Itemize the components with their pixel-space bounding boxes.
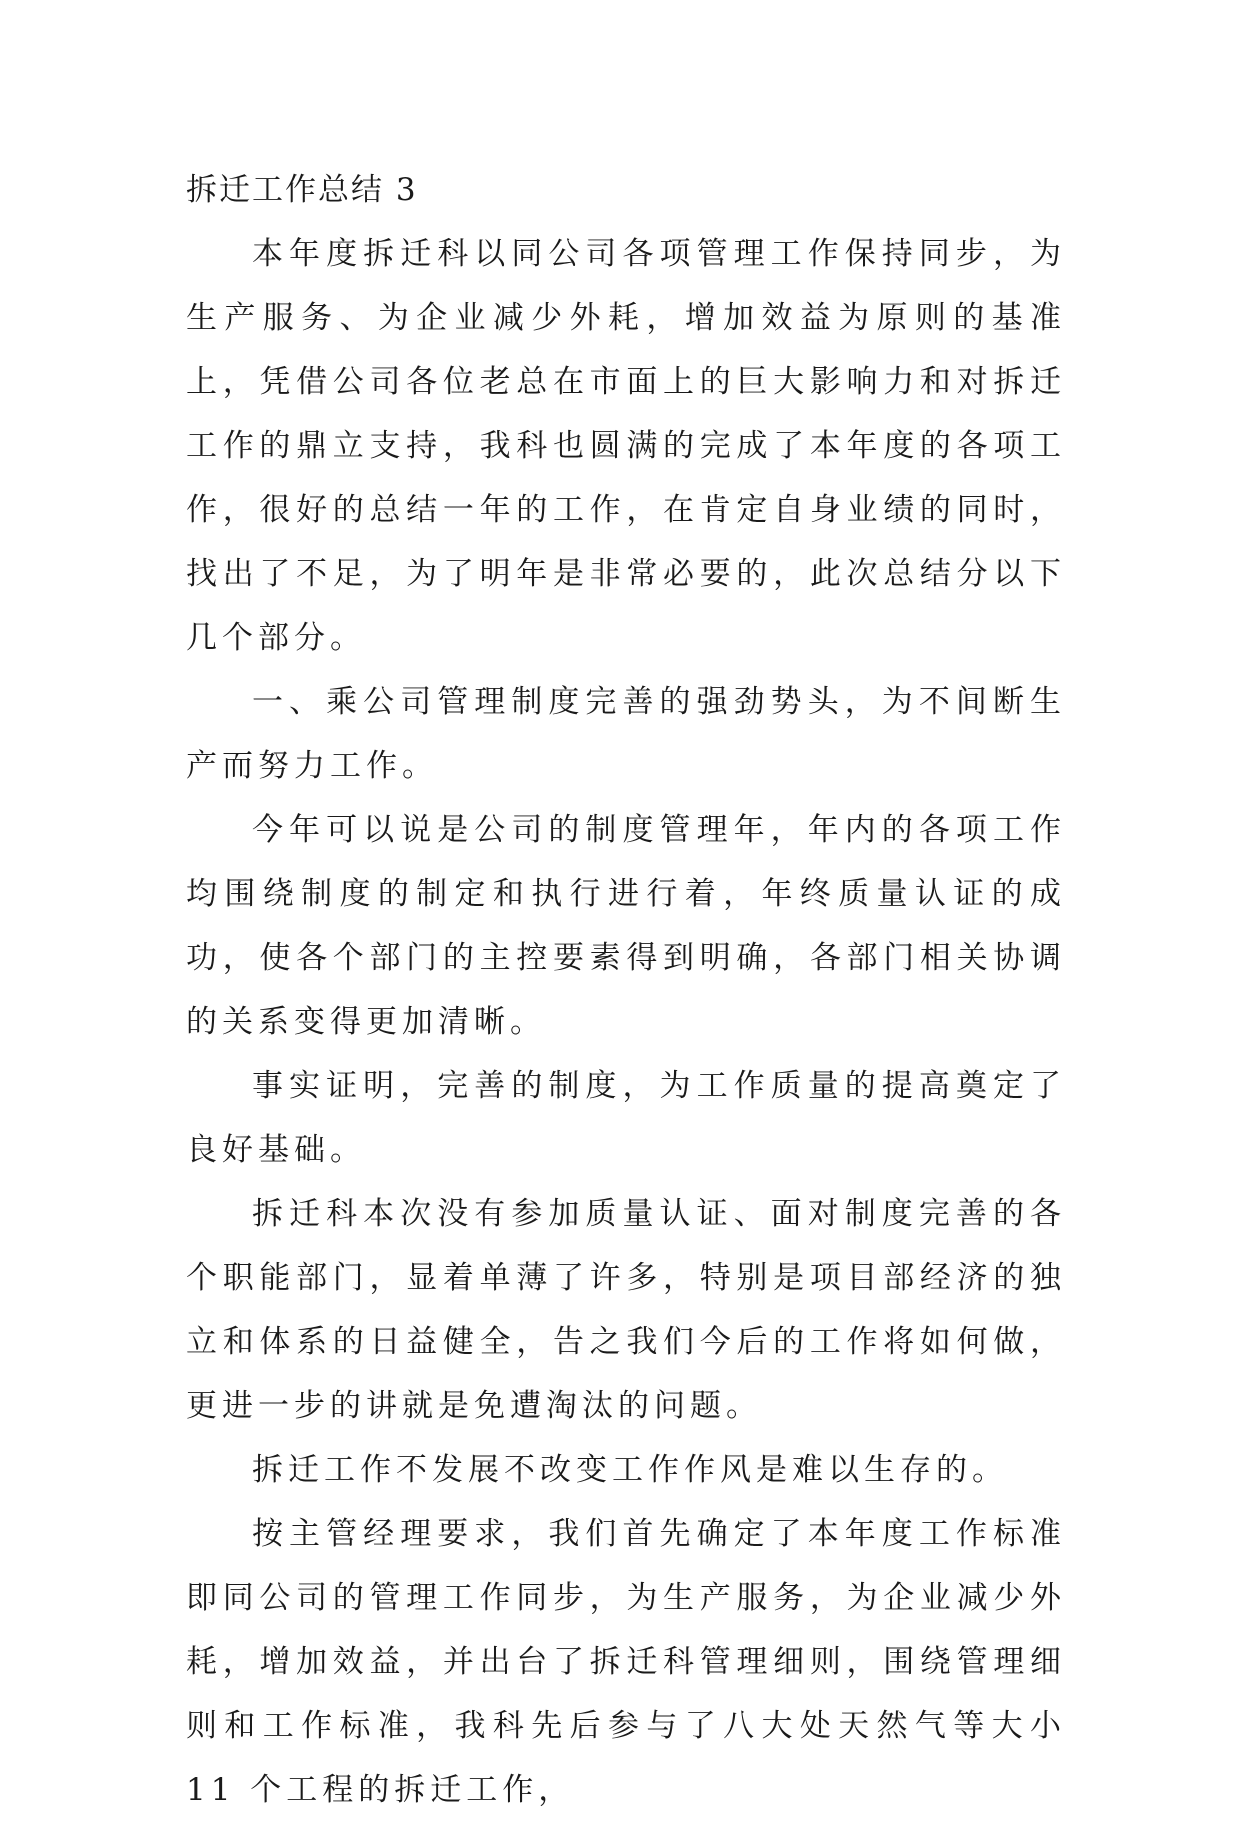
paragraph-institution-year: 今年可以说是公司的制度管理年，年内的各项工作均围绕制度的制定和执行进行着，年终质量认证的成功，使各个部门的主控要素得到明确，各部门相关协调的关系变得更加清晰。 [186, 812, 1066, 1040]
document-body [186, 158, 1066, 1822]
paragraph-section-heading-1: 一、乘公司管理制度完善的强劲势头，为不间断生产而努力工作。 [186, 684, 1066, 784]
paragraph-quality-certification: 拆迁科本次没有参加质量认证、面对制度完善的各个职能部门，显着单薄了许多，特别是项目部经济的独立和体系的日益健全，告之我们今后的工作将如何做，更进一步的讲就是免遭淘汰的问题。 [186, 1196, 1066, 1424]
document-title: 拆迁工作总结 3 [186, 172, 418, 208]
paragraph-facts: 事实证明，完善的制度，为工作质量的提高奠定了良好基础。 [186, 1068, 1066, 1168]
paragraph-intro: 本年度拆迁科以同公司各项管理工作保持同步，为生产服务、为企业减少外耗，增加效益为原则的基准上，凭借公司各位老总在市面上的巨大影响力和对拆迁工作的鼎立支持，我科也圆满的完成了本年度的各项工作，很好的总结一年的工作，在肯定自身业绩的同时，找出了不足，为了明年是非常必要的，此次总结分以下几个部分。 [186, 236, 1066, 656]
paragraph-work-standards: 按主管经理要求，我们首先确定了本年度工作标准即同公司的管理工作同步，为生产服务，为企业减少外耗，增加效益，并出台了拆迁科管理细则，围绕管理细则和工作标准，我科先后参与了八大处天然气等大小 11 个工程的拆迁工作， [186, 1516, 1066, 1808]
paragraph-development: 拆迁工作不发展不改变工作作风是难以生存的。 [252, 1452, 1008, 1488]
